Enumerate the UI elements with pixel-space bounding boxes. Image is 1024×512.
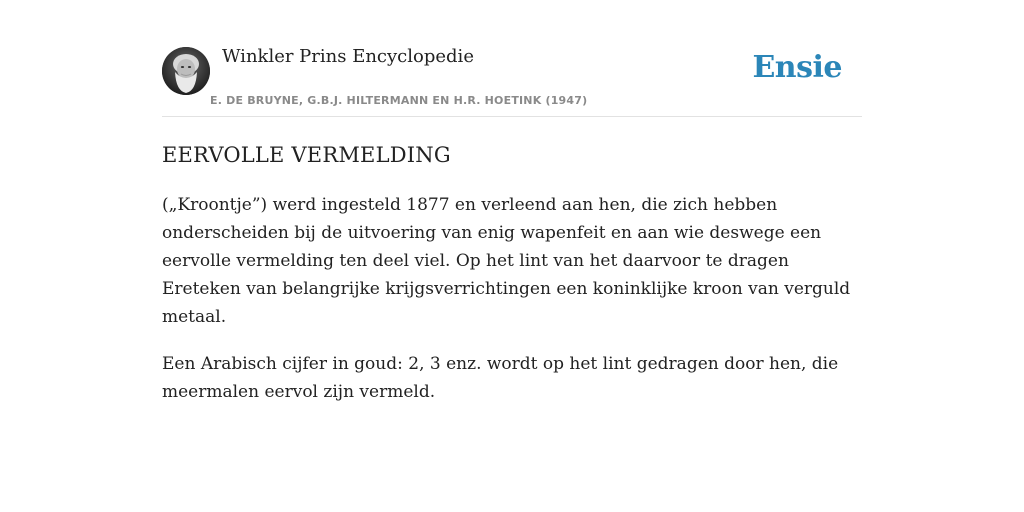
article-paragraph-2: Een Arabisch cijfer in goud: 2, 3 enz. wordt op het lint gedragen door hen, die meermalen eervol zijn vermeld. [162, 354, 839, 402]
article-body [162, 143, 862, 406]
ensie-logo[interactable]: Ensie [752, 50, 842, 85]
portrait-photo-icon [162, 47, 210, 95]
page [162, 0, 862, 406]
author-avatar[interactable] [162, 47, 210, 95]
article-headword: EERVOLLE VERMELDING [162, 143, 451, 167]
source-authors: E. DE BRUYNE, G.B.J. HILTERMANN EN H.R. HOETINK (1947) [210, 94, 588, 107]
source-title[interactable]: Winkler Prins Encyclopedie [222, 46, 474, 67]
article-paragraph-1: („Kroontje”) werd ingesteld 1877 en verleend aan hen, die zich hebben onderscheiden bij de uitvoering van enig wapenfeit en aan wie deswege een eervolle vermelding ten deel viel. Op het lint van het daarvoor te dragen Ereteken van belangrijke krijgsverrichtingen een koninklijke kroon van verguld metaal. [162, 195, 851, 327]
source-header [162, 0, 862, 117]
